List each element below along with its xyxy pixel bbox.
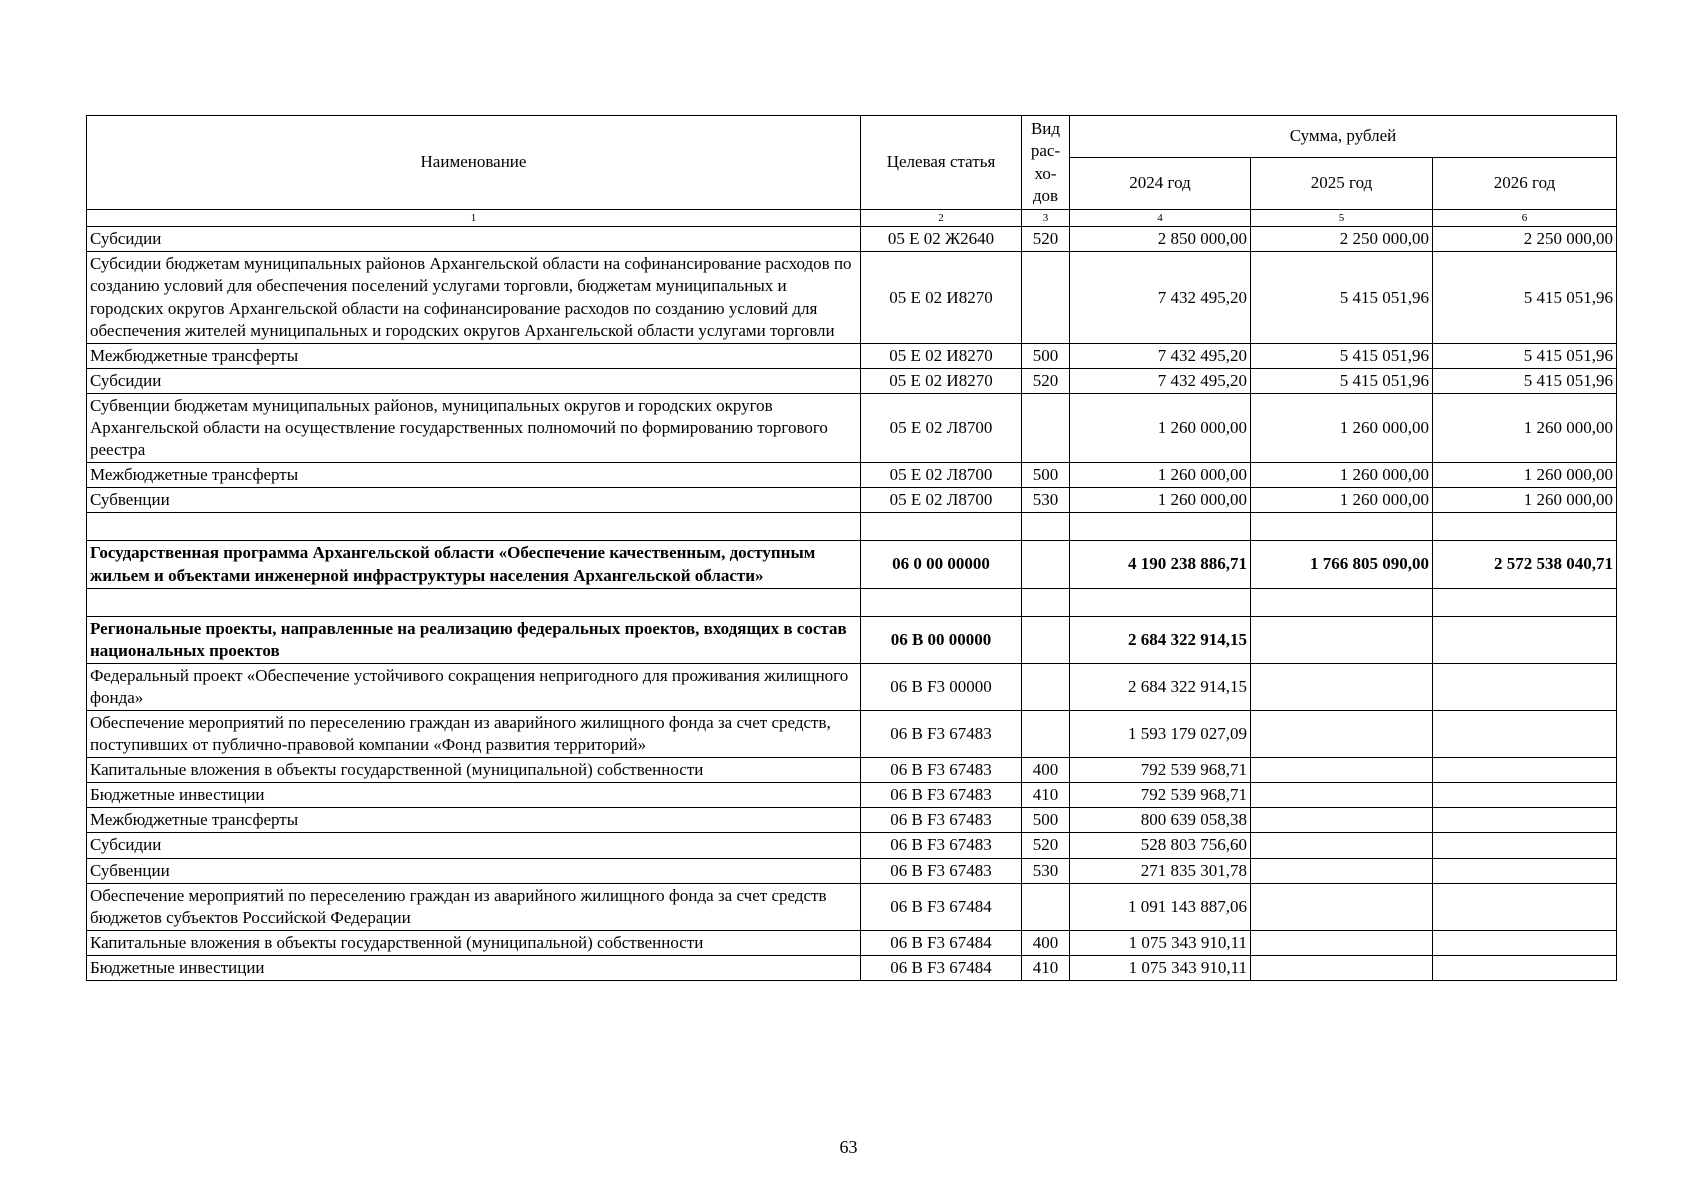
- row-amount-2024: 4 190 238 886,71: [1070, 541, 1251, 588]
- row-amount-2025: [1251, 616, 1433, 663]
- row-amount-2024: 7 432 495,20: [1070, 343, 1251, 368]
- table-row: [87, 858, 1617, 883]
- table-row: [87, 833, 1617, 858]
- row-amount-2025: [1251, 833, 1433, 858]
- column-number: 3: [1022, 210, 1070, 227]
- row-target-article: 06 В F3 00000: [861, 663, 1022, 710]
- table-row: [87, 368, 1617, 393]
- row-target-article: 06 В F3 67483: [861, 710, 1022, 757]
- row-name: Субвенции: [87, 858, 861, 883]
- row-amount-2024: 7 432 495,20: [1070, 368, 1251, 393]
- row-amount-2024: 1 260 000,00: [1070, 463, 1251, 488]
- table-row: [87, 343, 1617, 368]
- row-name: Субсидии бюджетам муниципальных районов Архангельской области на софинансирование расходов по созданию условий для обеспечения поселений услугами торговли, бюджетам муниципальных и городских округов Архангельской области на софинансирование расходов по созданию условий для обеспечения жителей муниципальных и городских округов Архангельской области услугами торговли: [87, 252, 861, 343]
- row-amount-2024: 2 850 000,00: [1070, 227, 1251, 252]
- row-amount-2025: 5 415 051,96: [1251, 368, 1433, 393]
- row-name: Субсидии: [87, 833, 861, 858]
- row-expense-type: 520: [1022, 368, 1070, 393]
- row-amount-2026: [1433, 858, 1617, 883]
- row-amount-2026: [1433, 808, 1617, 833]
- table-row: [87, 808, 1617, 833]
- row-expense-type: [1022, 663, 1070, 710]
- row-target-article: 06 В F3 67483: [861, 758, 1022, 783]
- table-row-program: [87, 541, 1617, 588]
- table-row: [87, 663, 1617, 710]
- row-expense-type: 530: [1022, 488, 1070, 513]
- row-name: Межбюджетные трансферты: [87, 343, 861, 368]
- row-target-article: 06 В F3 67483: [861, 858, 1022, 883]
- row-target-article: 05 Е 02 Ж2640: [861, 227, 1022, 252]
- table-row: [87, 252, 1617, 343]
- row-name: Субсидии: [87, 227, 861, 252]
- row-amount-2026: [1433, 710, 1617, 757]
- row-amount-2024: 1 260 000,00: [1070, 488, 1251, 513]
- table-row: [87, 227, 1617, 252]
- row-amount-2025: [1251, 758, 1433, 783]
- row-amount-2025: 1 260 000,00: [1251, 488, 1433, 513]
- table-row: [87, 783, 1617, 808]
- row-name: Субсидии: [87, 368, 861, 393]
- table-row: [87, 488, 1617, 513]
- row-target-article: 05 Е 02 Л8700: [861, 463, 1022, 488]
- row-name: Капитальные вложения в объекты государственной (муниципальной) собственности: [87, 758, 861, 783]
- row-amount-2026: 5 415 051,96: [1433, 343, 1617, 368]
- header-target-article: Целевая статья: [861, 116, 1022, 210]
- row-target-article: 06 В 00 00000: [861, 616, 1022, 663]
- row-target-article: 06 В F3 67484: [861, 955, 1022, 980]
- row-amount-2024: 528 803 756,60: [1070, 833, 1251, 858]
- row-amount-2024: 7 432 495,20: [1070, 252, 1251, 343]
- header-year-2024: 2024 год: [1070, 158, 1251, 210]
- column-number: 6: [1433, 210, 1617, 227]
- header-sum: Сумма, рублей: [1070, 116, 1617, 158]
- row-name: Бюджетные инвестиции: [87, 955, 861, 980]
- row-amount-2025: 1 766 805 090,00: [1251, 541, 1433, 588]
- table-row: [87, 955, 1617, 980]
- row-target-article: 05 Е 02 И8270: [861, 368, 1022, 393]
- row-target-article: 05 Е 02 Л8700: [861, 488, 1022, 513]
- row-amount-2026: [1433, 758, 1617, 783]
- row-amount-2025: [1251, 930, 1433, 955]
- row-amount-2026: 2 250 000,00: [1433, 227, 1617, 252]
- row-amount-2024: 792 539 968,71: [1070, 758, 1251, 783]
- row-expense-type: [1022, 541, 1070, 588]
- row-amount-2026: [1433, 883, 1617, 930]
- column-number: 2: [861, 210, 1022, 227]
- row-amount-2025: [1251, 710, 1433, 757]
- row-target-article: 05 Е 02 И8270: [861, 343, 1022, 368]
- blank-row: [87, 513, 1617, 541]
- row-expense-type: 500: [1022, 463, 1070, 488]
- row-target-article: 06 В F3 67484: [861, 883, 1022, 930]
- row-target-article: 06 0 00 00000: [861, 541, 1022, 588]
- row-expense-type: 500: [1022, 343, 1070, 368]
- row-target-article: 06 В F3 67484: [861, 930, 1022, 955]
- header-year-2026: 2026 год: [1433, 158, 1617, 210]
- row-name: Капитальные вложения в объекты государственной (муниципальной) собственности: [87, 930, 861, 955]
- row-amount-2026: 5 415 051,96: [1433, 368, 1617, 393]
- row-amount-2026: [1433, 955, 1617, 980]
- row-expense-type: [1022, 252, 1070, 343]
- row-amount-2025: 1 260 000,00: [1251, 463, 1433, 488]
- row-expense-type: 400: [1022, 758, 1070, 783]
- column-number: 4: [1070, 210, 1251, 227]
- budget-table: [86, 115, 1617, 981]
- page-number: 63: [839, 1137, 858, 1157]
- row-amount-2026: [1433, 663, 1617, 710]
- row-amount-2026: [1433, 930, 1617, 955]
- row-name: Обеспечение мероприятий по переселению граждан из аварийного жилищного фонда за счет средств бюджетов субъектов Российской Федерации: [87, 883, 861, 930]
- table-row: [87, 883, 1617, 930]
- row-amount-2024: 1 075 343 910,11: [1070, 955, 1251, 980]
- row-amount-2025: [1251, 783, 1433, 808]
- row-amount-2025: [1251, 955, 1433, 980]
- row-expense-type: 520: [1022, 227, 1070, 252]
- row-amount-2024: 792 539 968,71: [1070, 783, 1251, 808]
- row-name: Федеральный проект «Обеспечение устойчивого сокращения непригодного для проживания жилищного фонда»: [87, 663, 861, 710]
- row-name: Межбюджетные трансферты: [87, 808, 861, 833]
- header-expense-type: Вид рас-хо-дов: [1022, 116, 1070, 210]
- blank-row: [87, 588, 1617, 616]
- row-amount-2024: 271 835 301,78: [1070, 858, 1251, 883]
- row-amount-2025: [1251, 858, 1433, 883]
- row-expense-type: [1022, 616, 1070, 663]
- row-name: Государственная программа Архангельской области «Обеспечение качественным, доступным жильем и объектами инженерной инфраструктуры населения Архангельской области»: [87, 541, 861, 588]
- row-name: Обеспечение мероприятий по переселению граждан из аварийного жилищного фонда за счет средств, поступивших от публично-правовой компании «Фонд развития территорий»: [87, 710, 861, 757]
- row-amount-2025: 1 260 000,00: [1251, 393, 1433, 462]
- table-row: [87, 710, 1617, 757]
- table-row: [87, 463, 1617, 488]
- row-expense-type: 410: [1022, 955, 1070, 980]
- row-amount-2024: 1 593 179 027,09: [1070, 710, 1251, 757]
- row-amount-2026: 2 572 538 040,71: [1433, 541, 1617, 588]
- row-expense-type: [1022, 710, 1070, 757]
- row-target-article: 05 Е 02 Л8700: [861, 393, 1022, 462]
- column-number: 1: [87, 210, 861, 227]
- row-expense-type: [1022, 883, 1070, 930]
- row-amount-2024: 800 639 058,38: [1070, 808, 1251, 833]
- row-amount-2024: 2 684 322 914,15: [1070, 616, 1251, 663]
- row-amount-2026: 1 260 000,00: [1433, 393, 1617, 462]
- row-name: Бюджетные инвестиции: [87, 783, 861, 808]
- row-amount-2026: [1433, 616, 1617, 663]
- row-expense-type: 410: [1022, 783, 1070, 808]
- row-amount-2024: 1 260 000,00: [1070, 393, 1251, 462]
- header-year-2025: 2025 год: [1251, 158, 1433, 210]
- row-amount-2026: 1 260 000,00: [1433, 488, 1617, 513]
- table-row: [87, 393, 1617, 462]
- row-name: Региональные проекты, направленные на реализацию федеральных проектов, входящих в состав национальных проектов: [87, 616, 861, 663]
- row-target-article: 05 Е 02 И8270: [861, 252, 1022, 343]
- row-expense-type: 530: [1022, 858, 1070, 883]
- table-row: [87, 758, 1617, 783]
- row-amount-2025: [1251, 808, 1433, 833]
- row-expense-type: 400: [1022, 930, 1070, 955]
- header-name: Наименование: [87, 116, 861, 210]
- row-name: Субвенции: [87, 488, 861, 513]
- row-amount-2026: 5 415 051,96: [1433, 252, 1617, 343]
- row-amount-2025: [1251, 663, 1433, 710]
- row-amount-2026: [1433, 833, 1617, 858]
- row-target-article: 06 В F3 67483: [861, 833, 1022, 858]
- row-amount-2025: 5 415 051,96: [1251, 343, 1433, 368]
- table-row: [87, 930, 1617, 955]
- table-row-section: [87, 616, 1617, 663]
- row-amount-2025: 5 415 051,96: [1251, 252, 1433, 343]
- row-target-article: 06 В F3 67483: [861, 808, 1022, 833]
- row-name: Субвенции бюджетам муниципальных районов, муниципальных округов и городских округов Архангельской области на осуществление государственных полномочий по формированию торгового реестра: [87, 393, 861, 462]
- column-number: 5: [1251, 210, 1433, 227]
- row-expense-type: [1022, 393, 1070, 462]
- row-amount-2024: 1 075 343 910,11: [1070, 930, 1251, 955]
- row-amount-2024: 1 091 143 887,06: [1070, 883, 1251, 930]
- row-amount-2025: [1251, 883, 1433, 930]
- row-name: Межбюджетные трансферты: [87, 463, 861, 488]
- row-amount-2025: 2 250 000,00: [1251, 227, 1433, 252]
- row-amount-2026: [1433, 783, 1617, 808]
- row-amount-2024: 2 684 322 914,15: [1070, 663, 1251, 710]
- row-amount-2026: 1 260 000,00: [1433, 463, 1617, 488]
- row-expense-type: 520: [1022, 833, 1070, 858]
- row-target-article: 06 В F3 67483: [861, 783, 1022, 808]
- row-expense-type: 500: [1022, 808, 1070, 833]
